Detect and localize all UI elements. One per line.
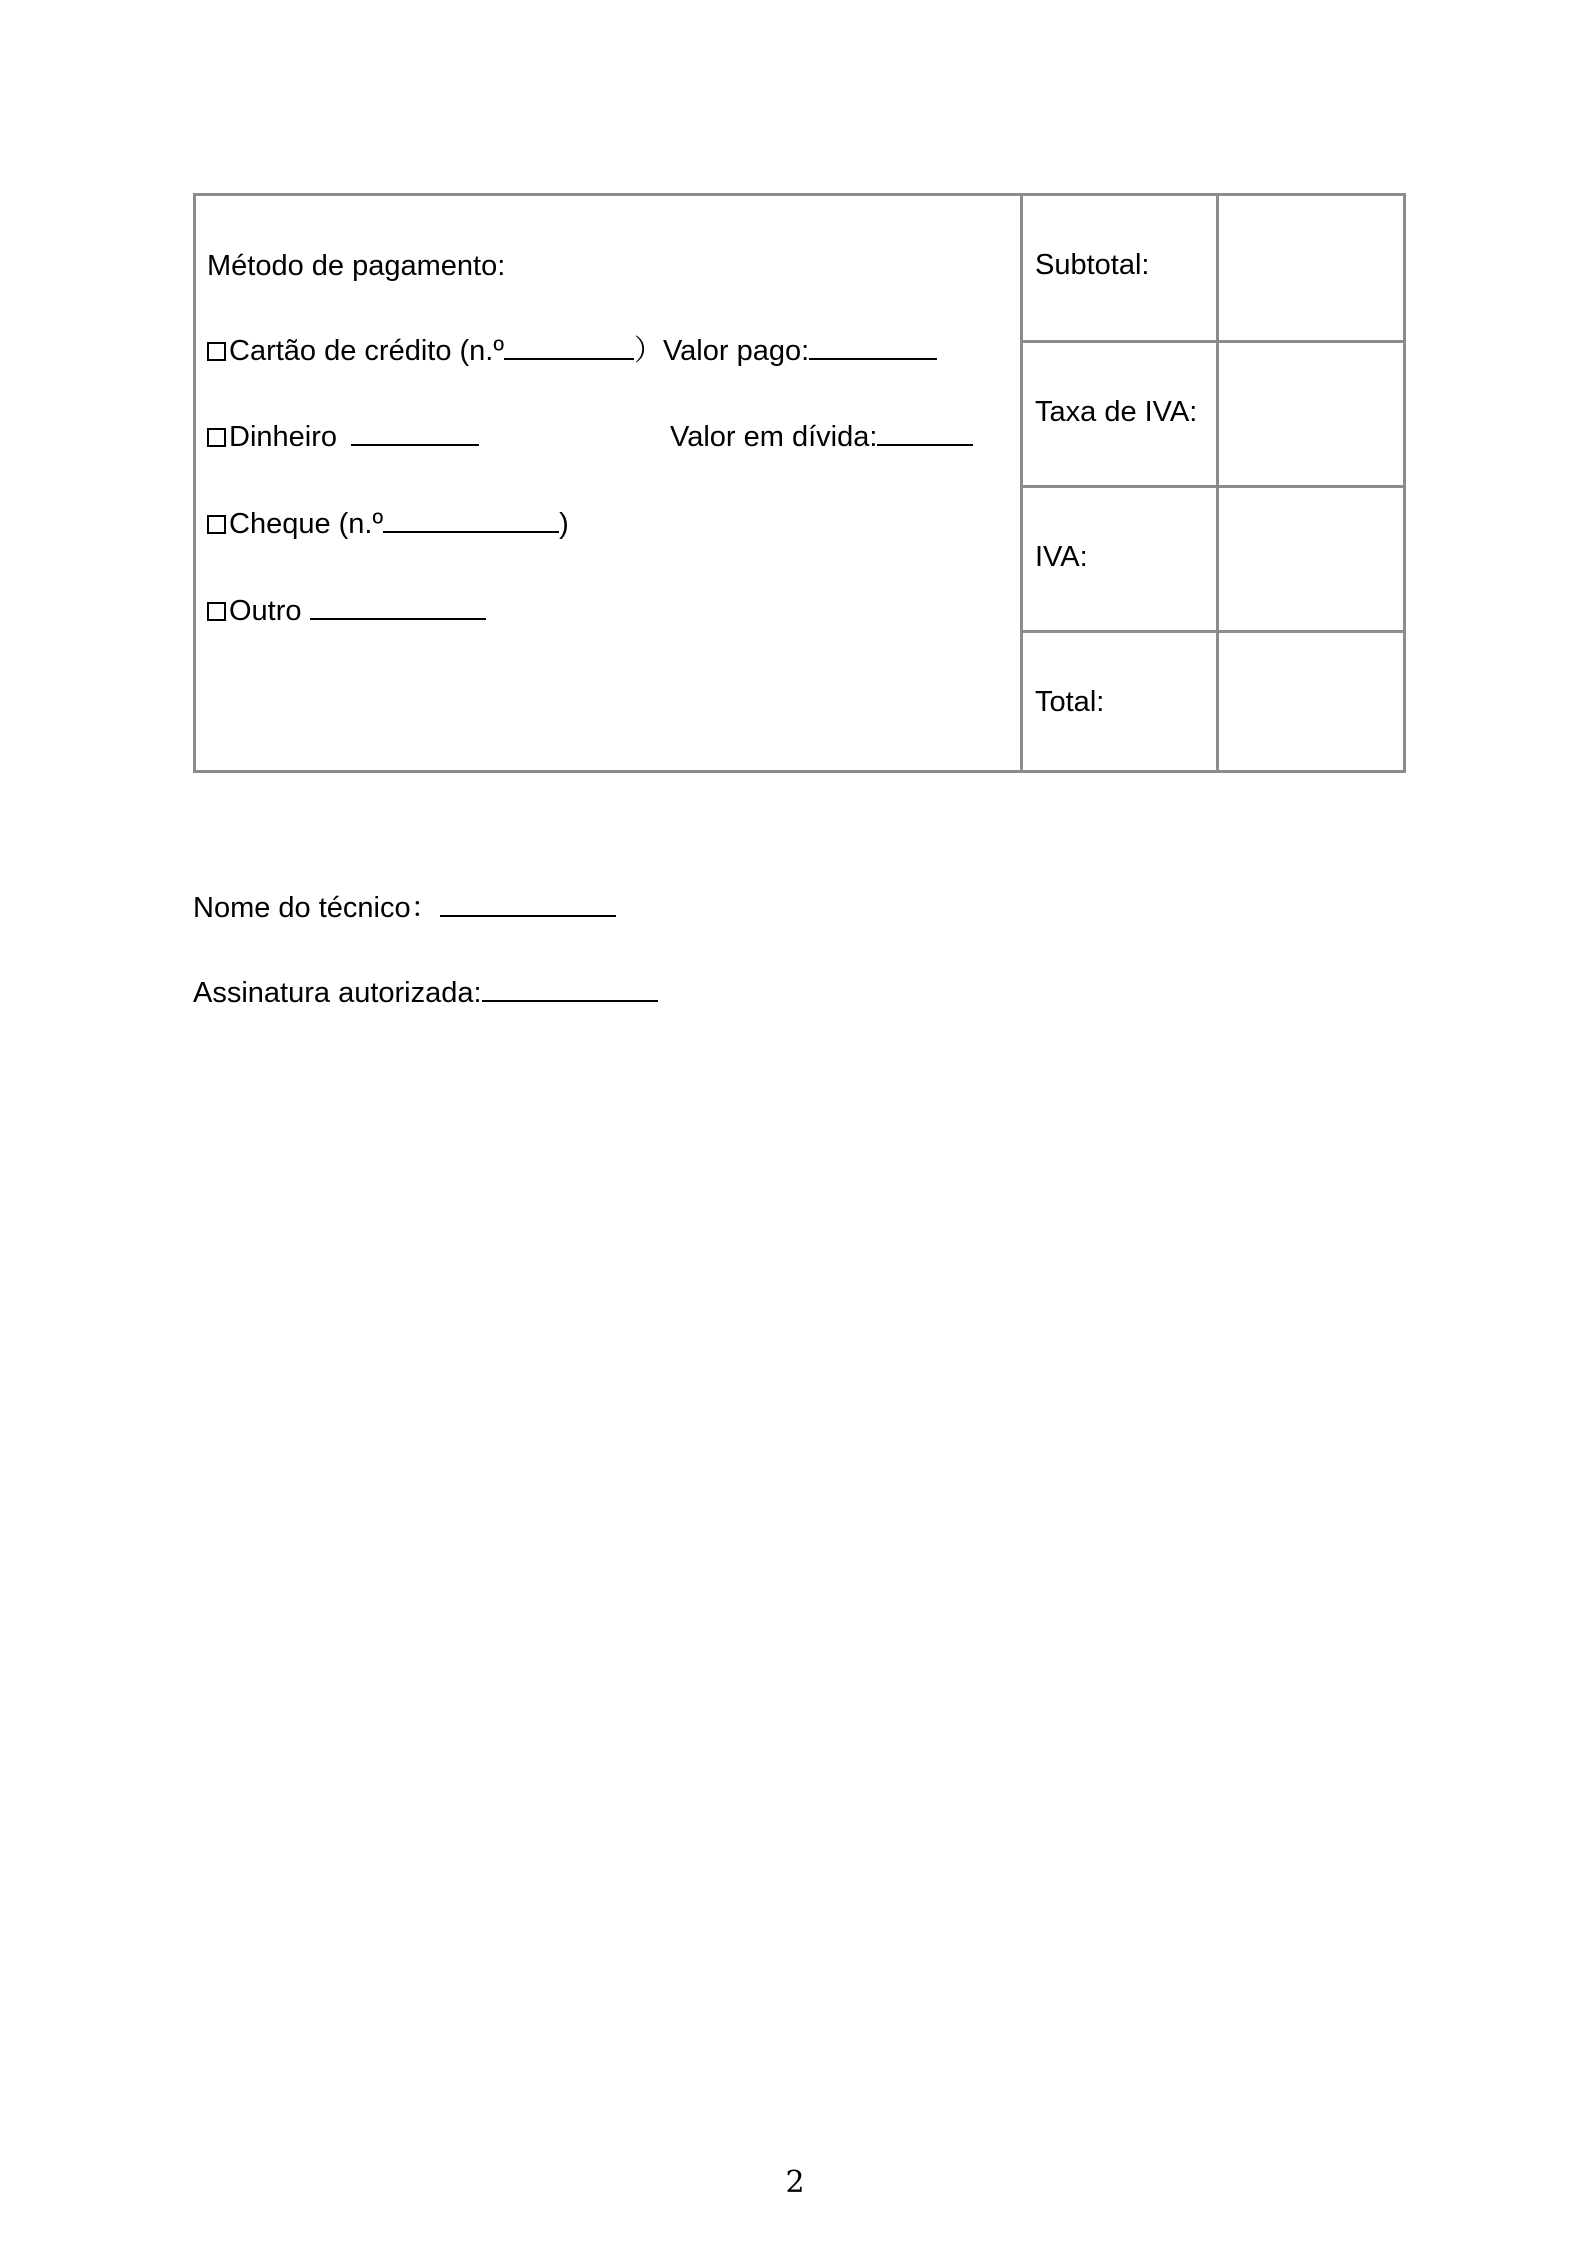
cash-label: Dinheiro <box>229 421 337 453</box>
vat-label: IVA: <box>1035 541 1088 573</box>
vat-rate-value[interactable] <box>1219 340 1403 485</box>
total-cell <box>1023 630 1216 770</box>
total-value[interactable] <box>1219 630 1403 770</box>
totals-values-column <box>1219 196 1403 770</box>
vat-rate-cell <box>1023 340 1216 485</box>
technician-name-field[interactable] <box>440 889 616 917</box>
authorized-signature-field[interactable] <box>482 974 658 1002</box>
amount-due-line <box>670 418 973 454</box>
subtotal-label: Subtotal: <box>1035 249 1150 281</box>
cheque-close: ) <box>559 508 569 540</box>
subtotal-cell <box>1023 196 1216 340</box>
credit-card-label: Cartão de crédito (n.º <box>229 335 504 367</box>
vat-cell <box>1023 485 1216 630</box>
amount-due-field[interactable] <box>877 418 973 446</box>
subtotal-value[interactable] <box>1219 196 1403 340</box>
total-label: Total: <box>1035 686 1105 718</box>
authorized-signature-line <box>193 974 658 1010</box>
authorized-signature-label: Assinatura autorizada: <box>193 977 482 1009</box>
other-checkbox[interactable] <box>207 602 226 621</box>
amount-due-label: Valor em dívida: <box>670 421 878 453</box>
page-number: 2 <box>785 2165 805 2200</box>
payment-method-cell <box>196 196 1023 770</box>
cheque-number-field[interactable] <box>383 505 559 533</box>
amount-paid-field[interactable] <box>809 332 937 360</box>
payment-summary-table <box>193 193 1406 773</box>
credit-card-close: ） <box>633 335 663 367</box>
other-field[interactable] <box>310 592 486 620</box>
other-label: Outro <box>229 595 302 627</box>
other-line <box>207 592 486 628</box>
amount-paid-label: Valor pago: <box>662 335 810 367</box>
vat-rate-label: Taxa de IVA: <box>1035 396 1198 428</box>
cheque-checkbox[interactable] <box>207 515 226 534</box>
cash-field[interactable] <box>351 418 479 446</box>
credit-card-number-field[interactable] <box>504 332 634 360</box>
technician-line <box>193 889 616 925</box>
credit-card-checkbox[interactable] <box>207 342 226 361</box>
vat-value[interactable] <box>1219 485 1403 630</box>
cash-line <box>207 418 479 454</box>
cheque-label: Cheque (n.º <box>229 508 384 540</box>
credit-card-line <box>207 332 937 368</box>
payment-method-heading: Método de pagamento: <box>207 250 506 282</box>
cash-checkbox[interactable] <box>207 428 226 447</box>
cheque-line <box>207 505 569 541</box>
technician-label: Nome do técnico： <box>193 892 440 924</box>
totals-labels-column <box>1023 196 1219 770</box>
